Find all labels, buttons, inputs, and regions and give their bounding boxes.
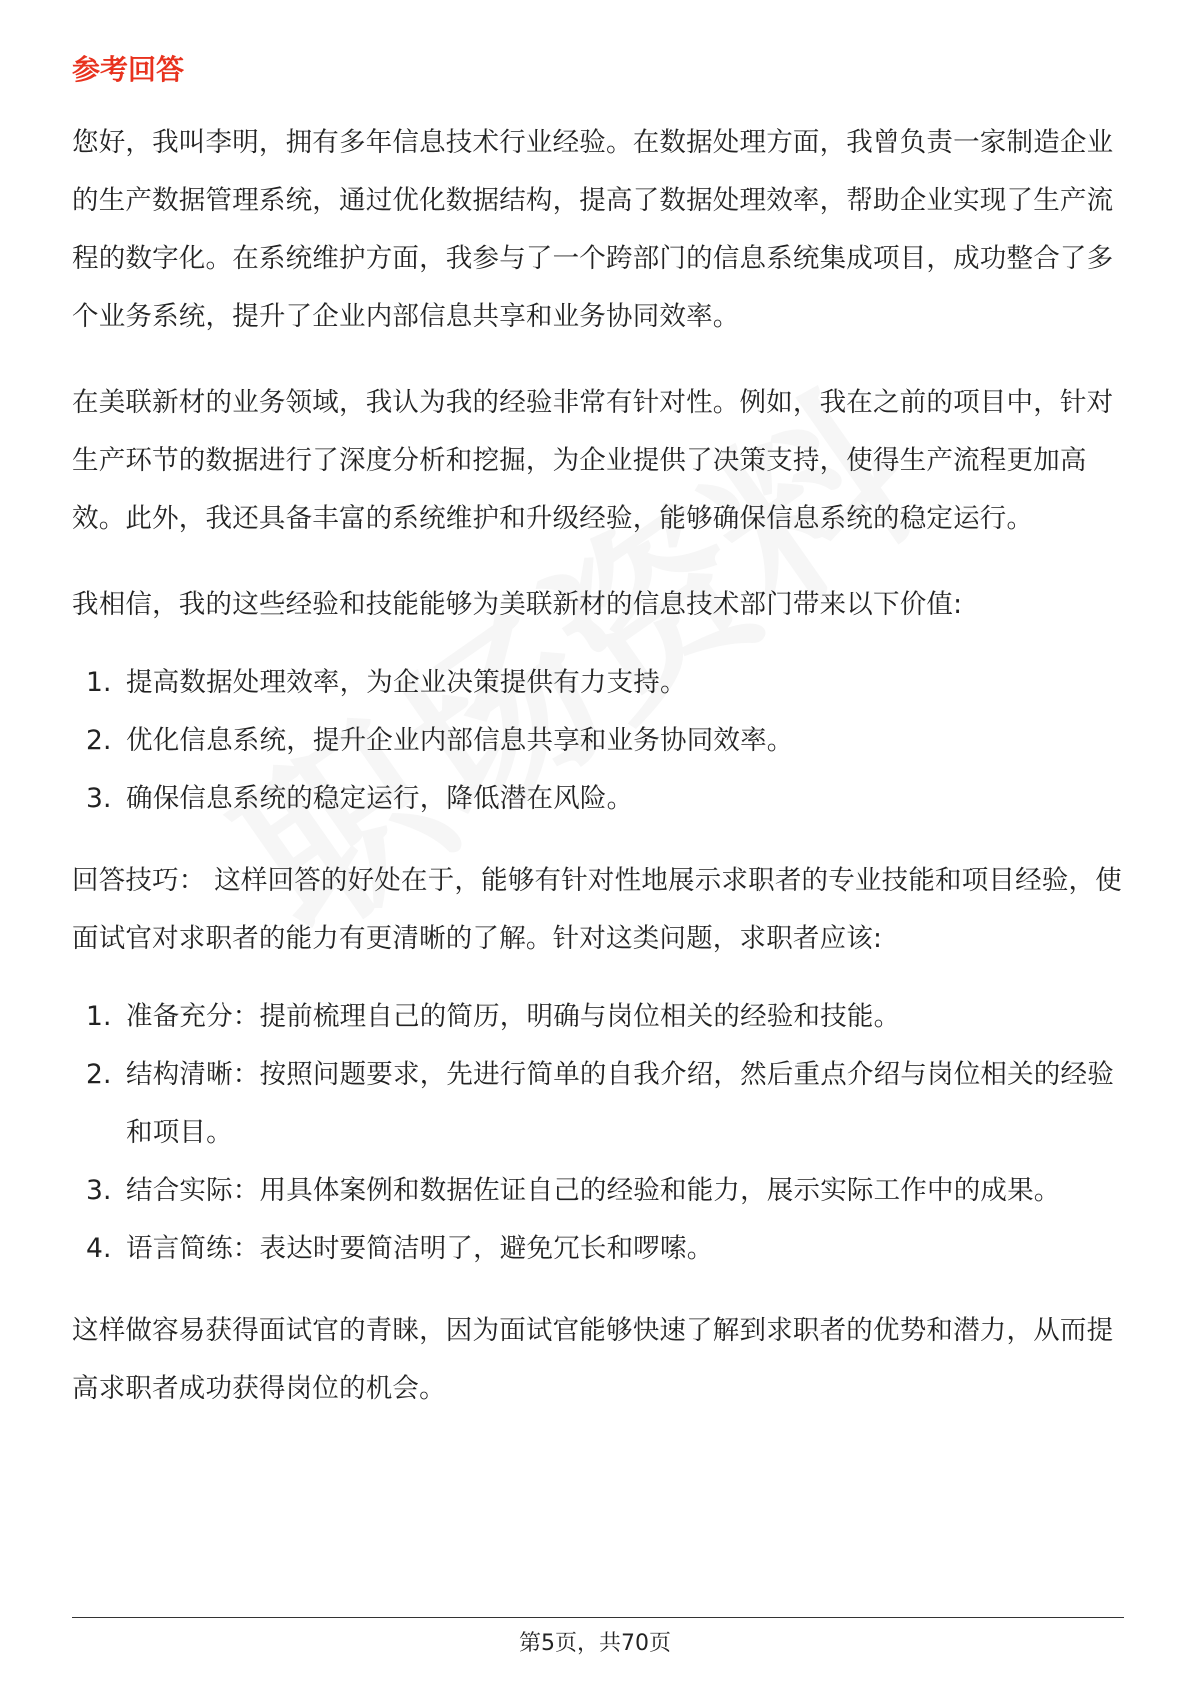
tips-list [72,988,1122,1278]
list-item [72,654,1122,712]
list-item-text: 语言简练：表达时要简洁明了，避免冗长和啰嗦。 [126,1233,714,1264]
list-item [72,1220,1122,1278]
list-item-number: 2. [86,1059,112,1090]
list-item [72,712,1122,770]
paragraph-value-intro: 我相信，我的这些经验和技能能够为美联新材的信息技术部门带来以下价值: [72,589,963,620]
list-item [72,770,1122,828]
list-item-text: 准备充分：提前梳理自己的简历，明确与岗位相关的经验和技能。 [126,1001,901,1032]
list-item-text: 结构清晰：按照问题要求，先进行简单的自我介绍，然后重点介绍与岗位相关的经验和项目。 [126,1059,1114,1148]
paragraph-experience: 在美联新材的业务领域，我认为我的经验非常有针对性。例如，我在之前的项目中，针对生产环节的数据进行了深度分析和挖掘，为企业提供了决策支持，使得生产流程更加高效。此外，我还具备丰富的系统维护和升级经验，能够确保信息系统的稳定运行。 [72,387,1114,534]
list-item-number: 1. [86,667,112,698]
list-item-number: 4. [86,1233,112,1264]
page-content [72,48,1122,1446]
list-item [72,1162,1122,1220]
list-item-text: 提高数据处理效率，为企业决策提供有力支持。 [126,667,687,698]
page-number: 第5页，共70页 [519,1631,671,1656]
list-item [72,1046,1122,1162]
footer-divider [72,1617,1124,1618]
list-item-text: 确保信息系统的稳定运行，降低潜在风险。 [126,783,634,814]
list-item-number: 3. [86,783,112,814]
list-item-text: 结合实际：用具体案例和数据佐证自己的经验和能力，展示实际工作中的成果。 [126,1175,1061,1206]
list-item-number: 2. [86,725,112,756]
value-list [72,654,1122,828]
paragraph-tips: 回答技巧： 这样回答的好处在于，能够有针对性地展示求职者的专业技能和项目经验，使面试官对求职者的能力有更清晰的了解。针对这类问题，求职者应该: [72,865,1122,954]
paragraph-intro: 您好，我叫李明，拥有多年信息技术行业经验。在数据处理方面，我曾负责一家制造企业的生产数据管理系统，通过优化数据结构，提高了数据处理效率，帮助企业实现了生产流程的数字化。在系统维护方面，我参与了一个跨部门的信息系统集成项目，成功整合了多个业务系统，提升了企业内部信息共享和业务协同效率。 [72,127,1114,332]
list-item-number: 3. [86,1175,112,1206]
paragraph-conclusion: 这样做容易获得面试官的青睐，因为面试官能够快速了解到求职者的优势和潜力，从而提高求职者成功获得岗位的机会。 [72,1315,1114,1404]
section-title: 参考回答 [72,53,185,86]
list-item-text: 优化信息系统，提升企业内部信息共享和业务协同效率。 [126,725,794,756]
list-item [72,988,1122,1046]
list-item-number: 1. [86,1001,112,1032]
